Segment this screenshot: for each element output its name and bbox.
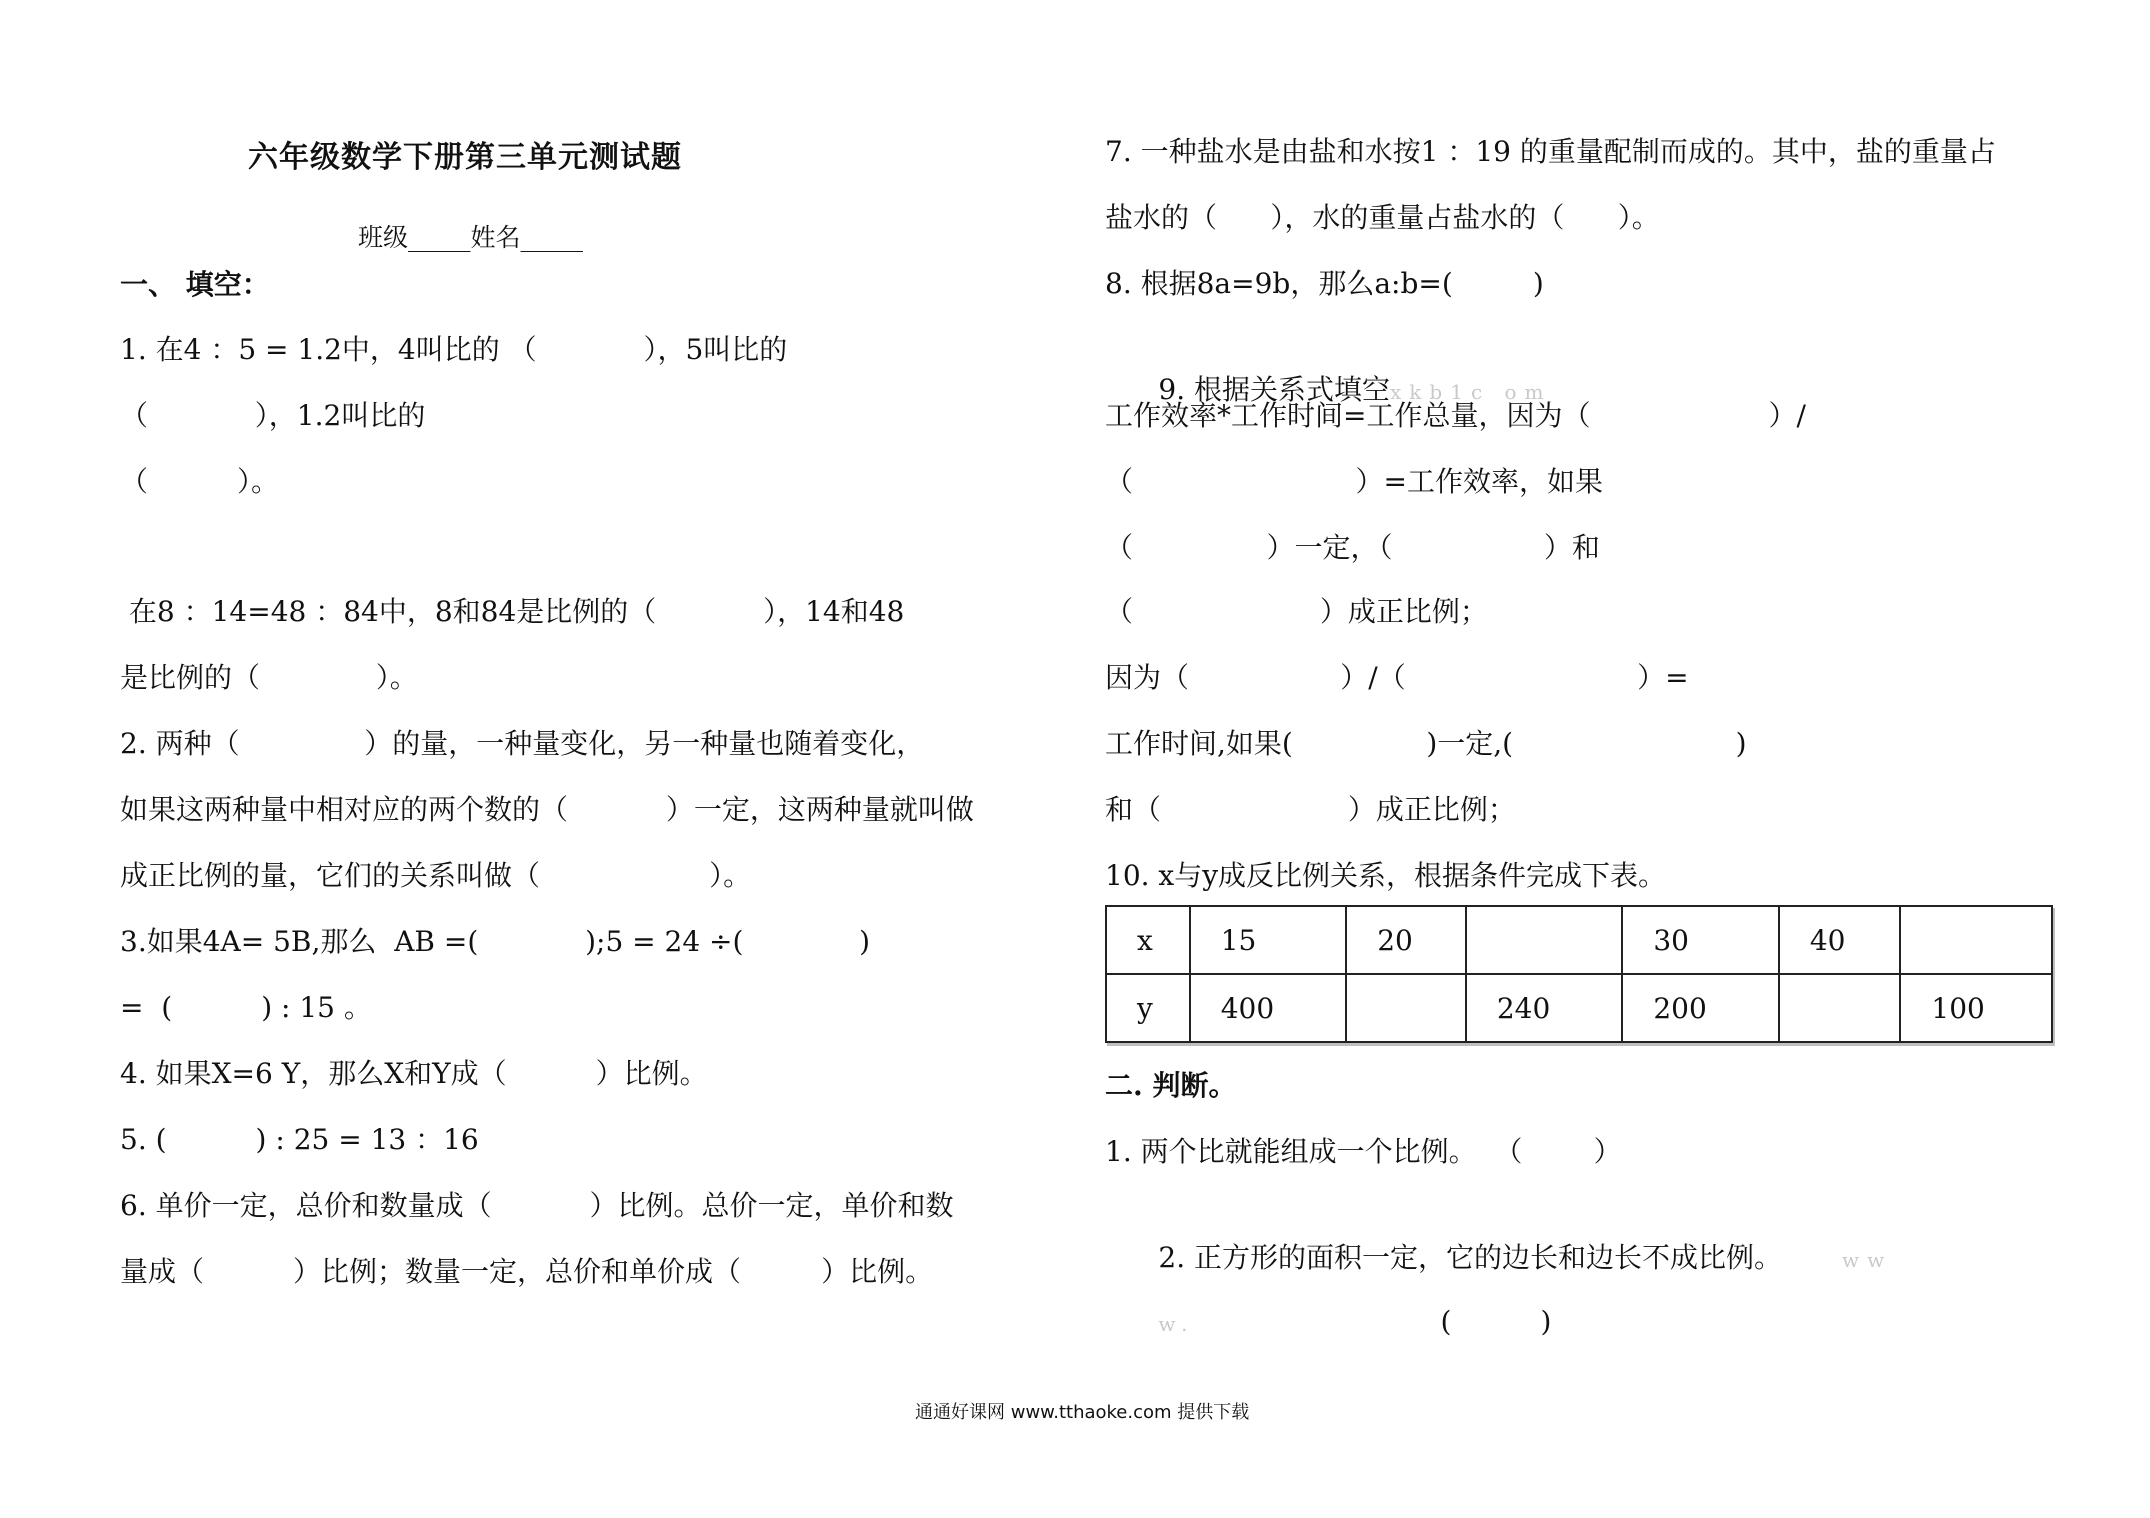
table-cell [1779, 974, 1901, 1042]
question-line: （ ），1.2叫比的 [120, 399, 426, 432]
table-cell: 15 [1190, 906, 1346, 974]
table-cell: 200 [1622, 974, 1778, 1042]
question-line: 在8 ：14=48 ：84中，8和84是比例的（ ），14和48 [120, 595, 905, 628]
page-title: 六年级数学下册第三单元测试题 [248, 140, 682, 175]
table-cell [1466, 906, 1622, 974]
question-line: 如果这两种量中相对应的两个数的（ ）一定，这两种量就叫做 [120, 793, 974, 826]
question-line: = ( ) : 15 。 [120, 991, 372, 1024]
question-line: 工作时间,如果( )一定,( ) [1105, 727, 1747, 760]
question-line: （ ）成正比例； [1105, 595, 1488, 628]
question-line: （ ）=工作效率，如果 [1105, 465, 1603, 498]
table-cell: 30 [1622, 906, 1778, 974]
question-line: 工作效率*工作时间=工作总量，因为（ ）/ [1105, 399, 1806, 432]
question-line: 盐水的（ ），水的重量占盐水的（ ）。 [1105, 201, 1660, 234]
watermark-text: xkb1c om [1390, 380, 1552, 404]
question-line: 10. x与y成反比例关系，根据条件完成下表。 [1105, 859, 1667, 892]
table-cell [1900, 906, 2052, 974]
question-line: 和（ ）成正比例； [1105, 793, 1516, 826]
section-1-heading: 一、 填空： [120, 268, 270, 301]
judge-2-text: 2. 正方形的面积一定，它的边长和边长不成比例。 [1158, 1241, 1783, 1274]
question-line: （ ）一定，（ ）和 [1105, 531, 1600, 564]
watermark-text: w. [1158, 1312, 1196, 1336]
table-cell: y [1106, 974, 1190, 1042]
question-line: 2. 两种（ ）的量，一种量变化，另一种量也随着变化， [120, 727, 925, 760]
question-line: 因为（ ）/（ ）= [1105, 661, 1689, 694]
table-row [1106, 906, 2052, 974]
ratio-table [1105, 905, 2053, 1043]
table-cell: 400 [1190, 974, 1346, 1042]
question-line: 5. ( ) : 25 = 13 ：16 [120, 1123, 479, 1156]
watermark-text: ww [1842, 1248, 1893, 1272]
question-line: 8. 根据8a=9b，那么a:b=( ) [1105, 267, 1544, 300]
question-line [1105, 330, 1552, 406]
class-name-line: 班级_____姓名_____ [358, 223, 584, 252]
question-line [1105, 1262, 1552, 1338]
question-line: （ ）。 [120, 465, 280, 498]
question-line: 量成（ ）比例；数量一定，总价和单价成（ ）比例。 [120, 1255, 934, 1288]
question-line: 6. 单价一定，总价和数量成（ ）比例。总价一定，单价和数 [120, 1189, 954, 1222]
question-line: 4. 如果X=6 Y，那么X和Y成（ ）比例。 [120, 1057, 708, 1090]
footer-credit: 通通好课网 www.tthaoke.com 提供下载 [915, 1402, 1250, 1423]
table-cell: 100 [1900, 974, 2052, 1042]
table-cell: 240 [1466, 974, 1622, 1042]
table-cell: 40 [1779, 906, 1901, 974]
section-2-heading: 二. 判断。 [1105, 1069, 1237, 1102]
table-cell [1346, 974, 1466, 1042]
question-line: 1. 两个比就能组成一个比例。 （ ） [1105, 1135, 1622, 1168]
question-line: 1. 在4 ：5 = 1.2中，4叫比的 （ ），5叫比的 [120, 333, 788, 366]
question-line: 3.如果4A= 5B,那么 AB =( );5 = 24 ÷( ) [120, 925, 871, 958]
question-9-text: 9. 根据关系式填空 [1158, 373, 1391, 406]
table-cell: x [1106, 906, 1190, 974]
question-line: 7. 一种盐水是由盐和水按1 ：19 的重量配制而成的。其中，盐的重量占 [1105, 135, 1996, 168]
question-line: 是比例的（ ）。 [120, 661, 418, 694]
table-row [1106, 974, 2052, 1042]
answer-blank: ( ) [1440, 1305, 1552, 1338]
question-line: 成正比例的量，它们的关系叫做（ ）。 [120, 859, 752, 892]
question-line [1105, 1198, 1893, 1274]
table-cell: 20 [1346, 906, 1466, 974]
